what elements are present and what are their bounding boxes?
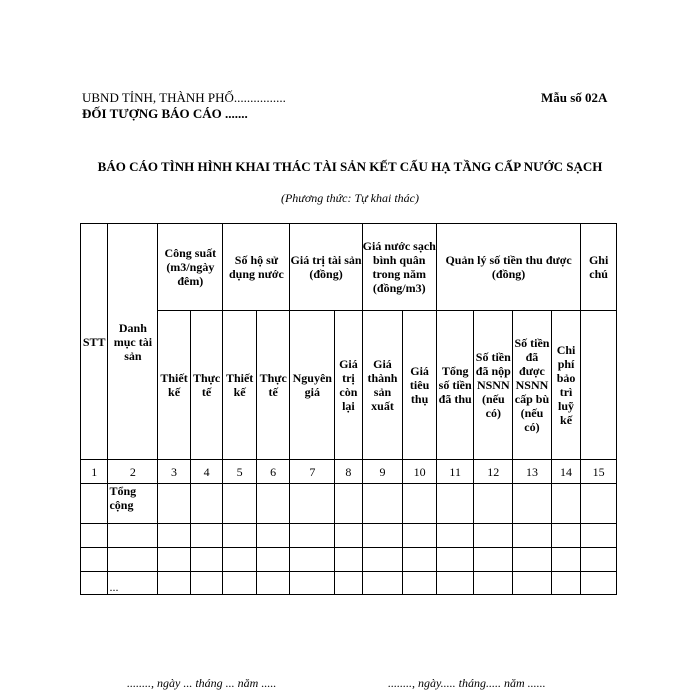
column-number: 4 [190, 460, 223, 484]
header-row-1 [81, 224, 617, 311]
column-number: 13 [513, 460, 552, 484]
table-cell [403, 484, 437, 524]
column-number: 3 [158, 460, 191, 484]
column-number: 1 [81, 460, 108, 484]
column-number: 14 [551, 460, 581, 484]
column-number-row [81, 460, 617, 484]
column-number: 7 [290, 460, 335, 484]
table-cell [581, 524, 617, 548]
table-cell [190, 572, 223, 595]
table-cell [362, 524, 403, 548]
table-cell [108, 548, 158, 572]
column-number: 10 [403, 460, 437, 484]
table-cell [158, 548, 191, 572]
subheader-design-2: Thiết kế [223, 311, 257, 460]
column-number: 15 [581, 460, 617, 484]
table-cell [436, 484, 474, 524]
subheader-original-cost: Nguyên giá [290, 311, 335, 460]
column-number: 8 [335, 460, 362, 484]
form-code: Mẫu số 02A [541, 90, 608, 105]
subheader-notes-empty [581, 311, 617, 460]
table-cell [513, 572, 552, 595]
subheader-maintenance: Chi phí bảo trì luỹ kế [551, 311, 581, 460]
table-cell [223, 572, 257, 595]
table-cell [290, 484, 335, 524]
table-cell [290, 524, 335, 548]
table-cell [108, 524, 158, 548]
table-cell [362, 572, 403, 595]
table-cell [223, 524, 257, 548]
ellipsis-label: ... [108, 572, 158, 595]
table-cell [335, 484, 362, 524]
table-cell [223, 548, 257, 572]
table-cell [436, 548, 474, 572]
subheader-remaining-value: Giá trị còn lại [335, 311, 362, 460]
province-line: UBND TỈNH, THÀNH PHỐ................ [82, 90, 286, 105]
table-cell [474, 524, 513, 548]
subheader-budget-refund: Số tiền đã được NSNN cấp bù (nếu có) [513, 311, 552, 460]
column-number: 2 [108, 460, 158, 484]
table-cell [551, 524, 581, 548]
table-cell [581, 484, 617, 524]
header-category: Danh mục tài sản [108, 224, 158, 460]
table-row [81, 548, 617, 572]
table-cell [158, 484, 191, 524]
header-households: Số hộ sử dụng nước [223, 224, 290, 311]
table-cell [513, 548, 552, 572]
document-title: BÁO CÁO TÌNH HÌNH KHAI THÁC TÀI SẢN KẾT CẤU HẠ TẦNG CẤP NƯỚC SẠCH [97, 159, 603, 174]
table-cell [335, 572, 362, 595]
table-cell [403, 548, 437, 572]
subheader-production-cost: Giá thành sản xuất [362, 311, 403, 460]
table-cell [81, 572, 108, 595]
table-cell [474, 484, 513, 524]
table-cell [190, 524, 223, 548]
subheader-paid-budget: Số tiền đã nộp NSNN (nếu có) [474, 311, 513, 460]
table-cell [581, 572, 617, 595]
table-cell [335, 548, 362, 572]
table-cell [581, 548, 617, 572]
table-cell [474, 572, 513, 595]
table-cell [403, 524, 437, 548]
table-cell [158, 524, 191, 548]
document-subtitle: (Phương thức: Tự khai thác) [280, 191, 419, 205]
table-cell [190, 548, 223, 572]
table-cell [513, 484, 552, 524]
column-number: 6 [256, 460, 290, 484]
header-notes: Ghi chú [581, 224, 617, 311]
column-number: 12 [474, 460, 513, 484]
signature-date-left: ........, ngày ... tháng ... năm ..... [127, 676, 277, 690]
table-cell [223, 484, 257, 524]
ellipsis-row [81, 572, 617, 595]
header-asset-value: Giá trị tài sản (đồng) [290, 224, 362, 311]
signature-date-right: ........, ngày..... tháng..... năm ...... [388, 676, 546, 690]
table-cell [403, 572, 437, 595]
table-cell [436, 572, 474, 595]
table-cell [81, 548, 108, 572]
table-cell [290, 548, 335, 572]
column-number: 5 [223, 460, 257, 484]
total-row [81, 484, 617, 524]
table-row [81, 524, 617, 548]
table-cell [81, 484, 108, 524]
table-cell [190, 484, 223, 524]
header-row-2 [81, 311, 617, 460]
subheader-actual-2: Thực tế [256, 311, 290, 460]
column-number: 11 [436, 460, 474, 484]
table-cell [256, 484, 290, 524]
table-cell [256, 548, 290, 572]
table-cell [362, 548, 403, 572]
table-cell [513, 524, 552, 548]
column-number: 9 [362, 460, 403, 484]
table-cell [551, 484, 581, 524]
table-cell [474, 548, 513, 572]
table-cell [256, 524, 290, 548]
header-stt: STT [81, 224, 108, 460]
subheader-actual: Thực tế [190, 311, 223, 460]
table-cell [158, 572, 191, 595]
table-cell [436, 524, 474, 548]
table-cell [335, 524, 362, 548]
table-cell [362, 484, 403, 524]
header-capacity: Công suất (m3/ngày đêm) [158, 224, 223, 311]
table-cell [290, 572, 335, 595]
table-cell [81, 524, 108, 548]
table-cell [551, 548, 581, 572]
reporting-entity: ĐỐI TƯỢNG BÁO CÁO ....... [82, 106, 248, 121]
table-cell [551, 572, 581, 595]
subheader-total-collected: Tổng số tiền đã thu [436, 311, 474, 460]
header-revenue-mgmt: Quản lý số tiền thu được (đồng) [436, 224, 580, 311]
subheader-design: Thiết kế [158, 311, 191, 460]
report-table [80, 223, 617, 595]
subheader-consumer-price: Giá tiêu thụ [403, 311, 437, 460]
total-label: Tổng cộng [108, 484, 158, 524]
header-avg-price: Giá nước sạch bình quân trong năm (đồng/m3) [362, 224, 436, 311]
table-cell [256, 572, 290, 595]
